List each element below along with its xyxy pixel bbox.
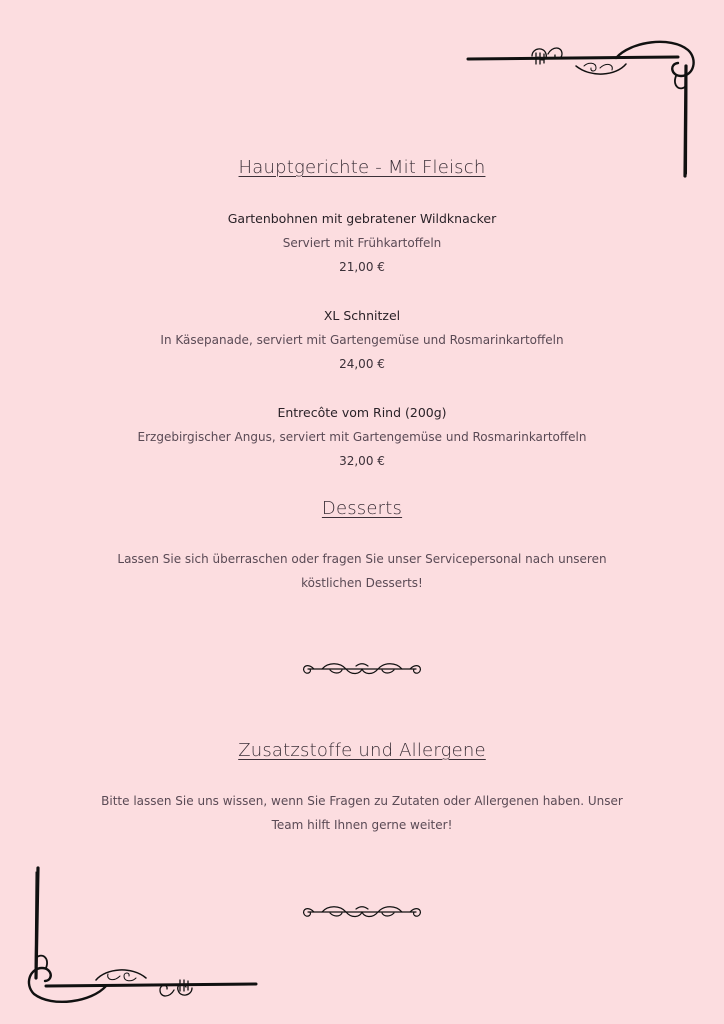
allergens-text-line: Bitte lassen Sie uns wissen, wenn Sie Fragen zu Zutaten oder Allergenen haben. Unser — [101, 794, 623, 808]
section-title-allergens: Zusatzstoffe und Allergene — [238, 740, 486, 761]
desserts-text — [0, 547, 724, 595]
dish-name: Entrecôte vom Rind (200g) — [277, 405, 447, 420]
dish-description: Serviert mit Frühkartoffeln — [282, 236, 442, 250]
flourish-divider-icon — [300, 903, 424, 921]
flourish-divider-icon — [300, 660, 424, 678]
desserts-text-line: Lassen Sie sich überraschen oder fragen Sie unser Servicepersonal nach unseren — [117, 552, 607, 566]
dish-description: Erzgebirgischer Angus, serviert mit Gartengemüse und Rosmarinkartoffeln — [137, 430, 587, 444]
section-title-meat: Hauptgerichte - Mit Fleisch — [238, 157, 486, 178]
section-title-desserts: Desserts — [321, 498, 403, 519]
dish-name: Gartenbohnen mit gebratener Wildknacker — [227, 211, 497, 226]
dish-price: 32,00 € — [339, 454, 385, 468]
dish-description: In Käsepanade, serviert mit Gartengemüse und Rosmarinkartoffeln — [160, 333, 564, 347]
ornate-corner-bottom-left-icon — [24, 866, 260, 1008]
allergens-text-line: Team hilft Ihnen gerne weiter! — [271, 818, 453, 832]
desserts-text-line: köstlichen Desserts! — [301, 576, 423, 590]
dish-price: 21,00 € — [339, 260, 385, 274]
allergens-text — [0, 789, 724, 837]
dish-price: 24,00 € — [339, 357, 385, 371]
dish-name: XL Schnitzel — [323, 308, 401, 323]
